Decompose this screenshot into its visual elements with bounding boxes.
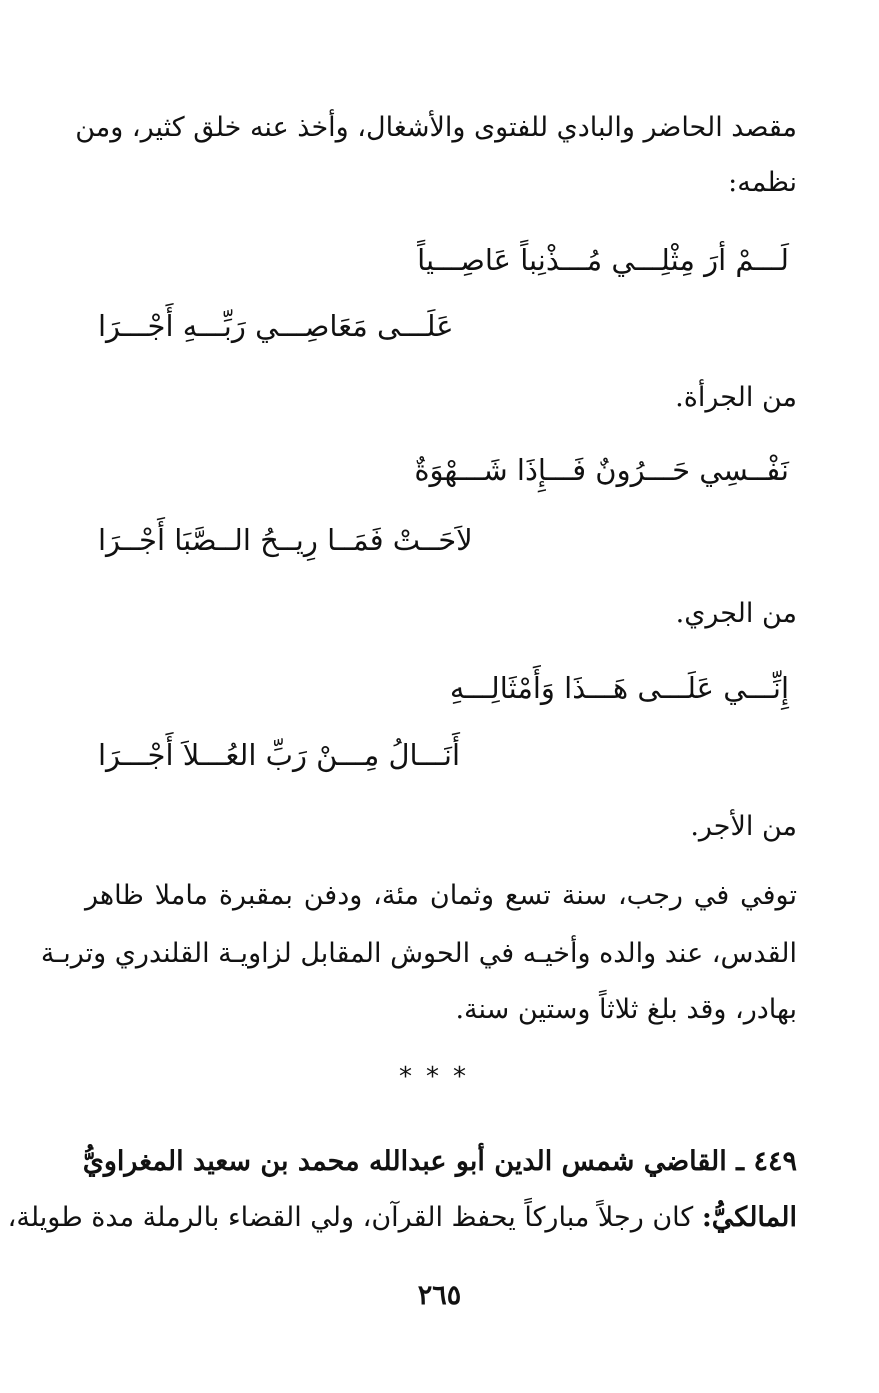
gloss-3: من الأجر. bbox=[690, 811, 797, 842]
gloss-2: من الجري. bbox=[675, 598, 797, 629]
intro-line-2: نظمه: bbox=[728, 167, 797, 198]
poem-1-verse-1: لَـــمْ أرَ مِثْلِـــي مُـــذْنِباً عَاصِـــياً bbox=[417, 243, 789, 277]
death-line-2: القدس، عند والده وأخيـه في الحوش المقابل لزاويـة القلندري وتربـة bbox=[40, 938, 797, 969]
entry-449-heading: ٤٤٩ ـ القاضي شمس الدين أبو عبدالله محمد بن سعيد المغراويُّ bbox=[82, 1146, 797, 1177]
poem-1-verse-2: عَلَـــى مَعَاصِـــي رَبِّـــهِ أَجْـــرَا bbox=[98, 309, 454, 343]
poem-2-verse-2: لاَحَــتْ فَمَــا رِيــحُ الــصَّبَا أَجْــرَا bbox=[98, 523, 473, 557]
section-separator: *** bbox=[399, 1062, 480, 1092]
entry-449-text: كان رجلاً مباركاً يحفظ القرآن، ولي القضاء بالرملة مدة طويلة، bbox=[7, 1202, 702, 1233]
poem-3-verse-2: أَنَـــالُ مِـــنْ رَبِّ العُـــلاَ أَجْـــرَا bbox=[98, 738, 461, 772]
gloss-1: من الجرأة. bbox=[675, 382, 797, 413]
poem-3-verse-1: إِنِّـــي عَلَـــى هَـــذَا وَأَمْثَالِـــهِ bbox=[449, 671, 789, 705]
death-line-1: توفي في رجب، سنة تسع وثمان مئة، ودفن بمقبرة ماملا ظاهر bbox=[85, 880, 797, 911]
entry-449-line-2 bbox=[7, 1198, 797, 1238]
page-number: ٢٦٥ bbox=[417, 1280, 462, 1311]
poem-2-verse-1: نَفْــسِي حَـــرُونٌ فَـــإِذَا شَـــهْوَةٌ bbox=[414, 453, 789, 487]
death-line-3: بهادر، وقد بلغ ثلاثاً وستين سنة. bbox=[455, 994, 797, 1025]
intro-line-1: مقصد الحاضر والبادي للفتوى والأشغال، وأخذ عنه خلق كثير، ومن bbox=[75, 112, 797, 143]
entry-449-heading-cont: المالكيُّ: bbox=[701, 1202, 797, 1233]
